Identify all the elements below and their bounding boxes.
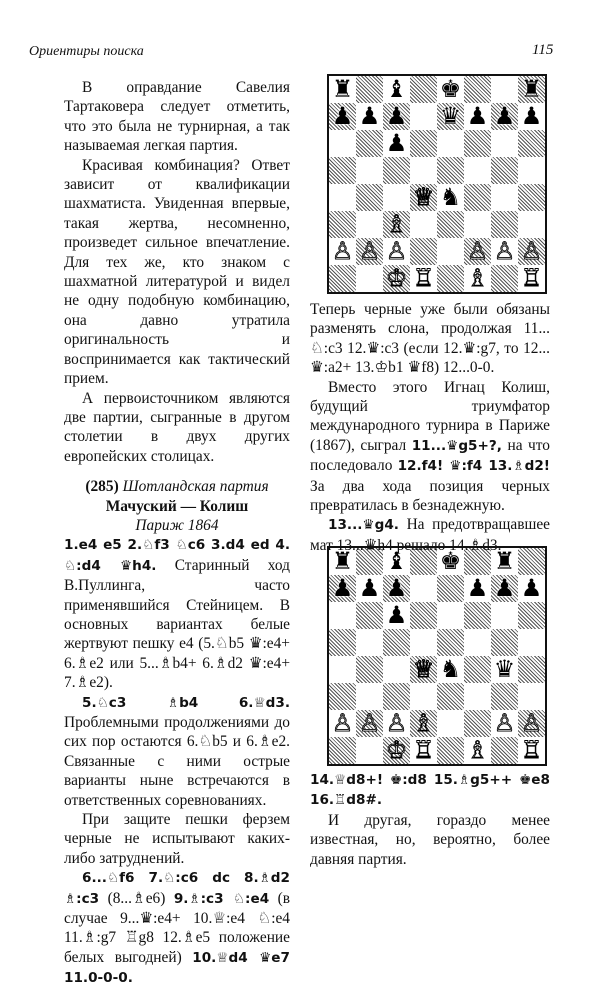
chess-piece-icon: ♙ — [493, 709, 516, 737]
chess-piece-icon: ♖ — [412, 736, 435, 764]
board-square — [518, 602, 545, 629]
paragraph: А первоисточником являются две партии, сыгранные в другом столетии в двух других европейских столицах. — [64, 389, 290, 465]
running-head-section: Ориентиры поиска — [29, 44, 144, 59]
board-square — [329, 265, 356, 292]
chess-piece-icon: ♝ — [385, 75, 408, 103]
text: На предотвращавшее мат 13...♛h4 решало 14.♗d3. — [310, 516, 550, 554]
move-sequence: 6...♘f6 7.♘:c6 dc 8.♗d2 ♗:c3 — [64, 870, 290, 907]
game-moves — [64, 535, 290, 692]
board-square — [356, 211, 383, 238]
chess-piece-icon: ♞ — [439, 655, 462, 683]
board-square — [383, 629, 410, 656]
board-square — [329, 656, 356, 683]
paragraph: В оправдание Савелия Тартаковера следует отметить, что это была не турнирная, а так называемая легкая партия. — [64, 79, 290, 155]
game-moves — [64, 693, 290, 810]
paragraph: Красивая комбинация? Ответ зависит от квалификации шахматиста. Увиденная впервые, такая жертва, несомненно, произведет сильное впечатление. Для тех же, кто знаком с шахматной литературой и видел не одну подобную комбинацию, она давно утратила оригинальность и воспринимается как тактический прием. — [64, 156, 290, 388]
text: на что последовало — [310, 436, 550, 475]
chess-piece-icon: ♜ — [493, 547, 516, 575]
board-square — [410, 211, 437, 238]
board-square — [356, 265, 383, 292]
chess-piece-icon: ♙ — [331, 709, 354, 737]
chess-piece-icon: ♗ — [412, 709, 435, 737]
board-square — [464, 184, 491, 211]
board-square — [518, 683, 545, 710]
board-square — [437, 238, 464, 265]
chess-piece-icon: ♜ — [520, 75, 543, 103]
chess-piece-icon: ♕ — [412, 655, 435, 683]
game-players: Мачуский — Колиш — [105, 497, 249, 515]
move-sequence: 11...♛g5+?, — [411, 437, 502, 454]
board-square — [356, 184, 383, 211]
board-square — [491, 184, 518, 211]
board-square — [329, 184, 356, 211]
board-square — [518, 184, 545, 211]
chess-piece-icon: ♔ — [385, 264, 408, 292]
board-square — [383, 157, 410, 184]
chess-piece-icon: ♟ — [385, 601, 408, 629]
chess-piece-icon: ♟ — [466, 102, 489, 130]
board-square — [491, 157, 518, 184]
board-square — [383, 683, 410, 710]
chess-piece-icon: ♖ — [520, 264, 543, 292]
move-comment: Проблемными продолжениями до сих пор остаются 6.♘b5 и 6.♗e2. Связанные с ними острые варианты ныне встречаются в ответственных соревнованиях. — [64, 714, 290, 809]
board-square — [464, 629, 491, 656]
left-column — [64, 78, 290, 989]
board-square — [329, 683, 356, 710]
chess-piece-icon: ♙ — [493, 237, 516, 265]
chess-piece-icon: ♟ — [520, 574, 543, 602]
chess-piece-icon: ♟ — [520, 102, 543, 130]
chess-piece-icon: ♗ — [466, 736, 489, 764]
board-square — [437, 157, 464, 184]
board-square — [410, 103, 437, 130]
board-square — [491, 737, 518, 764]
board-square — [410, 130, 437, 157]
game-heading — [64, 477, 290, 496]
game-place: Париж 1864 — [135, 516, 219, 534]
chess-piece-icon: ♚ — [439, 75, 462, 103]
game-moves — [64, 868, 290, 988]
chess-piece-icon: ♝ — [385, 547, 408, 575]
move-comment: (в случае 9...♛:e4+ 10.♕:e4 ♘:e4 11.♗:g7 ♖g8 12.♗e5 положение белых выгодней) — [64, 889, 290, 966]
board-square — [329, 737, 356, 764]
game-number: (285) — [85, 478, 119, 496]
text: За два хода позиция черных превратилась в безнадежную. — [310, 477, 550, 515]
game-moves — [310, 770, 550, 811]
board-square — [491, 211, 518, 238]
board-square — [356, 602, 383, 629]
board-square — [491, 76, 518, 103]
board-square — [518, 629, 545, 656]
move-sequence: 10.♕d4 ♛e7 11.0-0-0. — [64, 949, 290, 987]
board-square — [491, 683, 518, 710]
chess-piece-icon: ♛ — [493, 655, 516, 683]
board-square — [437, 710, 464, 737]
board-square — [464, 656, 491, 683]
board-square — [437, 130, 464, 157]
board-square — [464, 157, 491, 184]
chess-piece-icon: ♙ — [331, 237, 354, 265]
chess-piece-icon: ♜ — [331, 75, 354, 103]
move-sequence: 1.e4 e5 2.♘f3 ♘c6 3.d4 ed 4. ♘:d4 ♛h4. — [64, 537, 290, 574]
move-sequence: 9.♗:c3 ♘:e4 — [173, 890, 270, 907]
board-square — [437, 265, 464, 292]
board-square — [437, 602, 464, 629]
game-opening: Шотландская партия — [122, 478, 269, 496]
chess-piece-icon: ♙ — [520, 709, 543, 737]
board-square — [491, 265, 518, 292]
board-square — [356, 629, 383, 656]
board-square — [491, 130, 518, 157]
board-square — [491, 602, 518, 629]
chess-piece-icon: ♗ — [385, 210, 408, 238]
board-square — [491, 629, 518, 656]
chess-piece-icon: ♙ — [520, 237, 543, 265]
page-number: 115 — [532, 42, 554, 58]
chess-piece-icon: ♙ — [385, 237, 408, 265]
chess-piece-icon: ♙ — [385, 709, 408, 737]
chess-piece-icon: ♟ — [466, 574, 489, 602]
chess-piece-icon: ♟ — [385, 574, 408, 602]
move-sequence: 5.♘c3 ♗b4 6.♕d3. — [82, 694, 290, 711]
chess-piece-icon: ♟ — [358, 574, 381, 602]
board-square — [329, 157, 356, 184]
chess-piece-icon: ♟ — [385, 102, 408, 130]
chess-piece-icon: ♟ — [331, 574, 354, 602]
paragraph — [310, 515, 550, 555]
board-square — [518, 211, 545, 238]
board-square — [464, 76, 491, 103]
chess-piece-icon: ♟ — [493, 102, 516, 130]
board-square — [437, 629, 464, 656]
move-sequence: 12.f4! ♛:f4 13.♗d2! — [397, 458, 550, 475]
board-square — [437, 575, 464, 602]
board-square — [356, 130, 383, 157]
board-square — [464, 683, 491, 710]
board-square — [383, 656, 410, 683]
board-square — [464, 710, 491, 737]
paragraph — [310, 378, 550, 516]
board-square — [464, 602, 491, 629]
move-comment: Старинный ход В.Пуллинга, часто применявшийся Стейницем. В основных вариантах белые жертвуют пешку e4 (5.♘b5 ♛:e4+ 6.♗e2 или 5...♗b4+ 6.♗d2 ♛:e4+ 7.♗e2). — [64, 556, 290, 692]
board-square — [356, 683, 383, 710]
chess-piece-icon: ♟ — [493, 574, 516, 602]
board-square — [437, 737, 464, 764]
chess-piece-icon: ♙ — [358, 709, 381, 737]
board-square — [410, 602, 437, 629]
board-square — [437, 683, 464, 710]
chess-piece-icon: ♙ — [466, 237, 489, 265]
chess-piece-icon: ♕ — [412, 183, 435, 211]
paragraph: Теперь черные уже были обязаны разменять слона, продолжая 11... ♘:c3 12.♛:c3 (если 12.♛:g7, то 12... ♛:a2+ 13.♔b1 ♛f8) 12...0-0. — [310, 301, 550, 377]
chess-piece-icon: ♔ — [385, 736, 408, 764]
board-square — [329, 629, 356, 656]
board-square — [410, 76, 437, 103]
board-square — [356, 157, 383, 184]
board-square — [410, 575, 437, 602]
chess-piece-icon: ♖ — [412, 264, 435, 292]
chess-piece-icon: ♜ — [331, 547, 354, 575]
move-comment: (8...♗e6) — [107, 889, 166, 907]
board-square — [464, 130, 491, 157]
chess-piece-icon: ♛ — [439, 102, 462, 130]
board-square — [356, 656, 383, 683]
paragraph: И другая, гораздо менее известная, но, вероятно, более давняя партия. — [310, 811, 550, 868]
board-square — [518, 157, 545, 184]
text: Вместо этого Игнац Колиш, будущий триумфатор международного турнира в Париже (1867), сыграл — [310, 378, 550, 454]
board-square — [383, 184, 410, 211]
board-square — [410, 629, 437, 656]
board-square — [518, 656, 545, 683]
board-square — [437, 211, 464, 238]
chess-piece-icon: ♞ — [439, 183, 462, 211]
right-column — [310, 300, 550, 555]
chess-piece-icon: ♟ — [331, 102, 354, 130]
board-square — [410, 157, 437, 184]
board-square — [410, 683, 437, 710]
chess-piece-icon: ♖ — [520, 736, 543, 764]
chess-diagram-2 — [327, 546, 547, 766]
board-square — [518, 130, 545, 157]
chess-piece-icon: ♗ — [466, 264, 489, 292]
board-square — [356, 76, 383, 103]
chess-diagram-1 — [327, 74, 547, 294]
chess-piece-icon: ♟ — [385, 129, 408, 157]
board-square — [329, 130, 356, 157]
board-square — [464, 211, 491, 238]
chess-piece-icon: ♟ — [358, 102, 381, 130]
board-square — [329, 602, 356, 629]
right-column-bottom — [310, 770, 550, 869]
chess-piece-icon: ♙ — [358, 237, 381, 265]
move-sequence: 13...♛g4. — [328, 517, 399, 534]
move-sequence: 14.♕d8+! ♚:d8 15.♗g5++ ♚e8 16.♖d8#. — [310, 772, 550, 809]
chess-piece-icon: ♚ — [439, 547, 462, 575]
board-square — [410, 238, 437, 265]
board-square — [356, 737, 383, 764]
board-square — [329, 211, 356, 238]
paragraph: При защите пешки ферзем черные не испытывают каких-либо затруднений. — [64, 811, 290, 867]
